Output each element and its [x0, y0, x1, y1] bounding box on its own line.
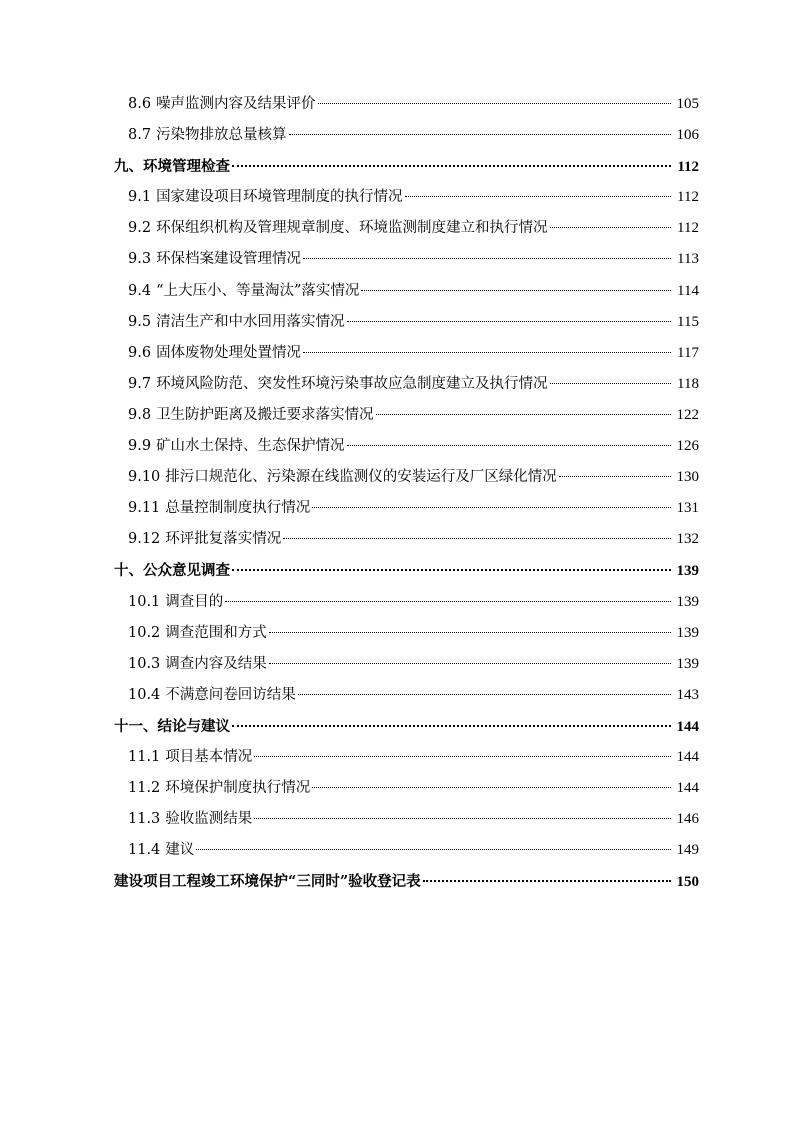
- toc-entry-number: 10.2: [128, 624, 161, 641]
- toc-entry-page-number: 131: [676, 500, 699, 517]
- toc-entry-page-number: 144: [676, 748, 699, 765]
- dot-leader: [361, 290, 671, 291]
- toc-entry-title: 不满意问卷回访结果: [165, 686, 296, 703]
- toc-entry-number: 10.3: [128, 655, 161, 672]
- dot-leader: [347, 445, 671, 446]
- toc-entry-title: 调查内容及结果: [165, 655, 267, 672]
- dot-leader: [269, 663, 671, 664]
- toc-section-entry[interactable]: [114, 524, 699, 555]
- toc-entry-number: 9.7: [128, 375, 152, 392]
- toc-entry-number: 9.11: [128, 500, 161, 517]
- dot-leader: [550, 383, 671, 384]
- toc-entry-number: 8.6: [128, 96, 152, 112]
- toc-section-entry[interactable]: [114, 587, 699, 618]
- toc-section-entry[interactable]: [114, 120, 699, 151]
- dot-leader: [312, 507, 671, 508]
- toc-chapter-entry[interactable]: [114, 711, 699, 742]
- toc-entry-page-number: 112: [677, 189, 699, 206]
- dot-leader: [232, 569, 671, 571]
- toc-section-entry[interactable]: [114, 338, 699, 369]
- toc-section-entry[interactable]: [114, 431, 699, 462]
- toc-entry-title: 排污口规范化、污染源在线监测仪的安装运行及厂区绿化情况: [165, 469, 557, 486]
- toc-entry-page-number: 130: [676, 469, 699, 486]
- toc-entry-page-number: 106: [676, 127, 699, 144]
- dot-leader: [405, 196, 671, 197]
- toc-section-entry[interactable]: [114, 276, 699, 307]
- toc-entry-title: 建议: [165, 842, 195, 859]
- dot-leader: [232, 165, 671, 167]
- toc-entry-number: 9.5: [128, 313, 152, 330]
- dot-leader: [232, 725, 671, 727]
- toc-entry-number: 9.2: [128, 220, 152, 237]
- toc-section-entry[interactable]: [114, 493, 699, 524]
- dot-leader: [550, 227, 671, 228]
- toc-section-entry[interactable]: [114, 307, 699, 338]
- toc-entry-number: 8.7: [128, 127, 152, 144]
- dot-leader: [269, 632, 671, 633]
- toc-entry-page-number: 118: [677, 375, 699, 392]
- toc-entry-page-number: 139: [676, 593, 699, 610]
- toc-section-entry[interactable]: [114, 618, 699, 649]
- toc-entry-title: 环保档案建设管理情况: [156, 251, 302, 268]
- toc-entry-number: 9.10: [128, 469, 161, 486]
- dot-leader: [225, 601, 671, 602]
- toc-entry-title: 九、环境管理检查: [114, 158, 230, 176]
- dot-leader: [312, 787, 671, 788]
- toc-entry-title: 调查范围和方式: [165, 624, 267, 641]
- dot-leader: [303, 258, 671, 259]
- toc-entry-title: 项目基本情况: [165, 748, 253, 765]
- toc-entry-number: 11.3: [128, 811, 161, 828]
- toc-entry-page-number: 143: [676, 686, 699, 703]
- toc-section-entry[interactable]: [114, 182, 699, 213]
- toc-entry-title: 污染物排放总量核算: [156, 127, 287, 144]
- dot-leader: [289, 134, 671, 135]
- toc-entry-page-number: 139: [676, 563, 699, 580]
- toc-entry-title: 调查目的: [165, 593, 224, 610]
- toc-section-entry[interactable]: [114, 804, 699, 835]
- dot-leader: [298, 694, 671, 695]
- toc-entry-number: 9.12: [128, 531, 161, 548]
- toc-chapter-entry[interactable]: [114, 151, 699, 182]
- toc-entry-title: 噪声监测内容及结果评价: [156, 96, 316, 112]
- toc-entry-title: 总量控制制度执行情况: [165, 500, 311, 517]
- toc-section-entry[interactable]: [114, 462, 699, 493]
- dot-leader: [303, 352, 671, 353]
- toc-entry-title: 环评批复落实情况: [165, 531, 282, 548]
- toc-entry-page-number: 115: [677, 313, 699, 330]
- toc-chapter-entry[interactable]: [114, 555, 699, 586]
- toc-entry-number: 9.6: [128, 344, 152, 361]
- toc-section-entry[interactable]: [114, 244, 699, 275]
- toc-chapter-entry[interactable]: [114, 866, 699, 897]
- dot-leader: [376, 414, 671, 415]
- toc-section-entry[interactable]: [114, 835, 699, 866]
- toc-entry-page-number: 150: [676, 874, 699, 891]
- toc-section-entry[interactable]: [114, 400, 699, 431]
- toc-entry-number: 9.9: [128, 438, 152, 455]
- toc-section-entry[interactable]: [114, 742, 699, 773]
- toc-entry-page-number: 139: [676, 655, 699, 672]
- toc-entry-number: 10.1: [128, 593, 161, 610]
- toc-entry-number: 11.1: [128, 748, 161, 765]
- toc-entry-page-number: 146: [676, 811, 699, 828]
- toc-entry-page-number: 126: [676, 438, 699, 455]
- toc-entry-page-number: 112: [677, 220, 699, 237]
- toc-entry-title: 固体废物处理处置情况: [156, 344, 302, 361]
- dot-leader: [318, 103, 671, 104]
- dot-leader: [283, 538, 671, 539]
- dot-leader: [347, 321, 671, 322]
- toc-section-entry[interactable]: [114, 369, 699, 400]
- toc-section-entry[interactable]: [114, 773, 699, 804]
- toc-entry-number: 9.1: [128, 189, 152, 206]
- toc-entry-page-number: 105: [676, 96, 699, 112]
- toc-entry-page-number: 139: [676, 624, 699, 641]
- toc-entry-title: 验收监测结果: [165, 811, 253, 828]
- toc-entry-title: 十、公众意见调查: [114, 562, 230, 580]
- toc-entry-title: 卫生防护距离及搬迁要求落实情况: [156, 406, 374, 423]
- dot-leader: [254, 818, 671, 819]
- toc-entry-title: 矿山水土保持、生态保护情况: [156, 438, 345, 455]
- dot-leader: [254, 756, 671, 757]
- toc-entry-page-number: 113: [677, 251, 699, 268]
- toc-entry-number: 10.4: [128, 686, 161, 703]
- toc-entry-title: 国家建设项目环境管理制度的执行情况: [156, 189, 403, 206]
- toc-entry-page-number: 122: [676, 406, 699, 423]
- toc-section-entry[interactable]: [114, 680, 699, 711]
- toc-entry-number: 9.8: [128, 406, 152, 423]
- toc-entry-title: 建设项目工程竣工环境保护“三同时”验收登记表: [114, 873, 421, 891]
- toc-entry-title: 环境保护制度执行情况: [165, 780, 311, 797]
- dot-leader: [559, 476, 671, 477]
- toc-entry-title: “上大压小、等量淘汰”落实情况: [156, 282, 360, 299]
- toc-entry-page-number: 112: [677, 159, 699, 176]
- toc-entry-title: 环境风险防范、突发性环境污染事故应急制度建立及执行情况: [156, 375, 548, 392]
- toc-entry-page-number: 132: [676, 531, 699, 548]
- toc-section-entry[interactable]: [114, 213, 699, 244]
- toc-section-entry[interactable]: [114, 89, 699, 120]
- toc-entry-title: 十一、结论与建议: [114, 717, 230, 735]
- toc-entry-title: 环保组织机构及管理规章制度、环境监测制度建立和执行情况: [156, 220, 548, 237]
- dot-leader: [196, 849, 671, 850]
- toc-entry-page-number: 149: [676, 842, 699, 859]
- toc-entry-number: 9.4: [128, 282, 152, 299]
- toc-entry-number: 11.2: [128, 780, 161, 797]
- toc-entry-page-number: 144: [676, 718, 699, 735]
- toc-entry-number: 11.4: [128, 842, 161, 859]
- toc-entry-page-number: 117: [677, 344, 699, 361]
- toc-entry-page-number: 114: [677, 282, 699, 299]
- toc-entry-title: 清洁生产和中水回用落实情况: [156, 313, 345, 330]
- table-of-contents: [114, 89, 699, 897]
- dot-leader: [423, 880, 671, 882]
- toc-section-entry[interactable]: [114, 649, 699, 680]
- toc-entry-page-number: 144: [676, 780, 699, 797]
- toc-entry-number: 9.3: [128, 251, 152, 268]
